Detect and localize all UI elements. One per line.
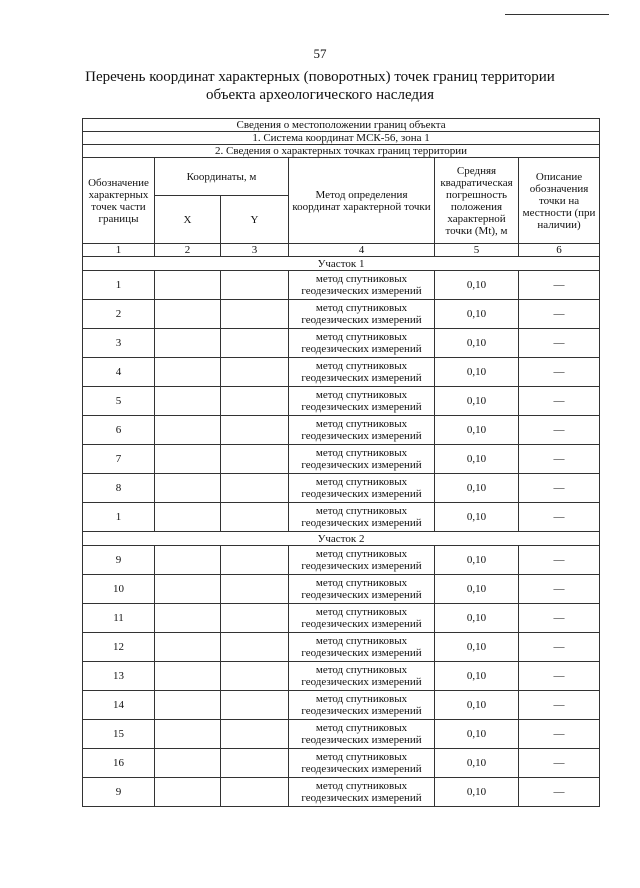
method-cell xyxy=(289,691,435,720)
section-title: Участок 1 xyxy=(83,257,600,271)
method-cell xyxy=(289,416,435,445)
accuracy-cell: 0,10 xyxy=(435,300,519,329)
description-cell: — xyxy=(519,445,600,474)
title-line-2: объекта археологического наследия xyxy=(206,87,434,103)
point-designation: 16 xyxy=(83,749,155,778)
method-cell xyxy=(289,778,435,807)
coord-y-cell xyxy=(221,416,289,445)
method-cell xyxy=(289,662,435,691)
method-line-2: геодезических измерений xyxy=(301,589,422,601)
accuracy-cell: 0,10 xyxy=(435,691,519,720)
accuracy-cell: 0,10 xyxy=(435,720,519,749)
coord-x-cell xyxy=(155,474,221,503)
coord-x-cell xyxy=(155,633,221,662)
accuracy-cell: 0,10 xyxy=(435,575,519,604)
method-line-2: геодезических измерений xyxy=(301,763,422,775)
method-cell xyxy=(289,720,435,749)
col-number-3: 3 xyxy=(221,244,289,257)
method-cell xyxy=(289,633,435,662)
point-designation: 5 xyxy=(83,387,155,416)
coord-y-cell xyxy=(221,633,289,662)
method-line-1: метод спутниковых xyxy=(315,722,408,734)
point-designation: 11 xyxy=(83,604,155,633)
point-designation: 13 xyxy=(83,662,155,691)
header-method: Метод определения координат характерной точки xyxy=(289,158,435,244)
description-cell: — xyxy=(519,474,600,503)
coord-y-cell xyxy=(221,271,289,300)
table-row xyxy=(83,329,600,358)
description-cell: — xyxy=(519,720,600,749)
table-row xyxy=(83,271,600,300)
header-coordinates: Координаты, м xyxy=(155,158,289,196)
table-row xyxy=(83,778,600,807)
method-line-2: геодезических измерений xyxy=(301,560,422,572)
method-line-1: метод спутниковых xyxy=(315,505,408,517)
coord-y-cell xyxy=(221,474,289,503)
header-x: X xyxy=(155,196,221,244)
col-number-2: 2 xyxy=(155,244,221,257)
method-cell xyxy=(289,546,435,575)
table-row xyxy=(83,575,600,604)
accuracy-cell: 0,10 xyxy=(435,387,519,416)
method-line-1: метод спутниковых xyxy=(315,331,408,343)
point-designation: 9 xyxy=(83,778,155,807)
method-cell xyxy=(289,329,435,358)
coord-x-cell xyxy=(155,546,221,575)
description-cell: — xyxy=(519,329,600,358)
header-designation: Обозначение характерных точек части границы xyxy=(83,158,155,244)
coord-y-cell xyxy=(221,575,289,604)
coord-y-cell xyxy=(221,546,289,575)
table-row xyxy=(83,474,600,503)
method-cell xyxy=(289,749,435,778)
method-cell xyxy=(289,445,435,474)
accuracy-cell: 0,10 xyxy=(435,329,519,358)
description-cell: — xyxy=(519,271,600,300)
method-line-2: геодезических измерений xyxy=(301,488,422,500)
table-row xyxy=(83,416,600,445)
method-line-2: геодезических измерений xyxy=(301,705,422,717)
header-description: Описание обозначения точки на местности (при наличии) xyxy=(519,158,600,244)
method-line-1: метод спутниковых xyxy=(315,389,408,401)
document-title xyxy=(60,68,580,104)
accuracy-cell: 0,10 xyxy=(435,778,519,807)
point-designation: 6 xyxy=(83,416,155,445)
col-number-1: 1 xyxy=(83,244,155,257)
point-designation: 2 xyxy=(83,300,155,329)
method-line-2: геодезических измерений xyxy=(301,372,422,384)
point-designation: 8 xyxy=(83,474,155,503)
section-title: Участок 2 xyxy=(83,532,600,546)
accuracy-cell: 0,10 xyxy=(435,604,519,633)
method-line-1: метод спутниковых xyxy=(315,360,408,372)
coordinates-table xyxy=(82,118,600,807)
method-line-1: метод спутниковых xyxy=(315,447,408,459)
accuracy-cell: 0,10 xyxy=(435,633,519,662)
coord-x-cell xyxy=(155,300,221,329)
method-line-1: метод спутниковых xyxy=(315,476,408,488)
method-line-2: геодезических измерений xyxy=(301,792,422,804)
point-designation: 1 xyxy=(83,503,155,532)
coord-y-cell xyxy=(221,503,289,532)
method-line-1: метод спутниковых xyxy=(315,664,408,676)
method-line-2: геодезических измерений xyxy=(301,517,422,529)
point-designation: 14 xyxy=(83,691,155,720)
coord-x-cell xyxy=(155,387,221,416)
method-line-1: метод спутниковых xyxy=(315,635,408,647)
method-line-2: геодезических измерений xyxy=(301,676,422,688)
table-row xyxy=(83,662,600,691)
description-cell: — xyxy=(519,416,600,445)
method-line-1: метод спутниковых xyxy=(315,751,408,763)
info-row-location: Сведения о местоположении границ объекта xyxy=(83,119,600,132)
description-cell: — xyxy=(519,387,600,416)
description-cell: — xyxy=(519,503,600,532)
table-row xyxy=(83,358,600,387)
table-row xyxy=(83,720,600,749)
description-cell: — xyxy=(519,691,600,720)
accuracy-cell: 0,10 xyxy=(435,749,519,778)
method-line-1: метод спутниковых xyxy=(315,273,408,285)
method-cell xyxy=(289,575,435,604)
col-number-6: 6 xyxy=(519,244,600,257)
method-line-2: геодезических измерений xyxy=(301,314,422,326)
description-cell: — xyxy=(519,749,600,778)
method-cell xyxy=(289,358,435,387)
method-line-1: метод спутниковых xyxy=(315,606,408,618)
method-cell xyxy=(289,300,435,329)
table-row xyxy=(83,749,600,778)
accuracy-cell: 0,10 xyxy=(435,358,519,387)
accuracy-cell: 0,10 xyxy=(435,503,519,532)
point-designation: 10 xyxy=(83,575,155,604)
coord-x-cell xyxy=(155,329,221,358)
point-designation: 1 xyxy=(83,271,155,300)
coord-y-cell xyxy=(221,778,289,807)
coord-x-cell xyxy=(155,271,221,300)
table-row xyxy=(83,691,600,720)
coord-x-cell xyxy=(155,575,221,604)
point-designation: 15 xyxy=(83,720,155,749)
point-designation: 9 xyxy=(83,546,155,575)
description-cell: — xyxy=(519,662,600,691)
method-line-1: метод спутниковых xyxy=(315,577,408,589)
method-line-1: метод спутниковых xyxy=(315,780,408,792)
col-number-5: 5 xyxy=(435,244,519,257)
description-cell: — xyxy=(519,300,600,329)
coord-x-cell xyxy=(155,445,221,474)
coord-y-cell xyxy=(221,691,289,720)
accuracy-cell: 0,10 xyxy=(435,416,519,445)
point-designation: 12 xyxy=(83,633,155,662)
coord-y-cell xyxy=(221,720,289,749)
coord-x-cell xyxy=(155,691,221,720)
coord-y-cell xyxy=(221,329,289,358)
info-row-coordinate-system: 1. Система координат МСК-56, зона 1 xyxy=(83,132,600,145)
method-line-1: метод спутниковых xyxy=(315,693,408,705)
coord-x-cell xyxy=(155,778,221,807)
table-row xyxy=(83,633,600,662)
coord-x-cell xyxy=(155,416,221,445)
description-cell: — xyxy=(519,546,600,575)
method-cell xyxy=(289,474,435,503)
method-cell xyxy=(289,387,435,416)
method-line-2: геодезических измерений xyxy=(301,618,422,630)
table-row xyxy=(83,604,600,633)
description-cell: — xyxy=(519,358,600,387)
page-number: 57 xyxy=(313,46,327,61)
method-cell xyxy=(289,604,435,633)
method-line-2: геодезических измерений xyxy=(301,401,422,413)
coord-y-cell xyxy=(221,300,289,329)
coord-x-cell xyxy=(155,749,221,778)
method-line-2: геодезических измерений xyxy=(301,647,422,659)
method-line-2: геодезических измерений xyxy=(301,430,422,442)
header-y: Y xyxy=(221,196,289,244)
point-designation: 7 xyxy=(83,445,155,474)
header-rule xyxy=(505,14,609,15)
col-number-4: 4 xyxy=(289,244,435,257)
description-cell: — xyxy=(519,575,600,604)
table-row xyxy=(83,300,600,329)
coord-x-cell xyxy=(155,358,221,387)
info-row-points: 2. Сведения о характерных точках границ территории xyxy=(83,145,600,158)
table-row xyxy=(83,445,600,474)
description-cell: — xyxy=(519,633,600,662)
accuracy-cell: 0,10 xyxy=(435,271,519,300)
coord-x-cell xyxy=(155,720,221,749)
accuracy-cell: 0,10 xyxy=(435,662,519,691)
coord-y-cell xyxy=(221,387,289,416)
method-cell xyxy=(289,503,435,532)
coord-x-cell xyxy=(155,604,221,633)
coord-y-cell xyxy=(221,749,289,778)
point-designation: 4 xyxy=(83,358,155,387)
method-line-2: геодезических измерений xyxy=(301,343,422,355)
method-line-2: геодезических измерений xyxy=(301,734,422,746)
method-line-1: метод спутниковых xyxy=(315,302,408,314)
accuracy-cell: 0,10 xyxy=(435,445,519,474)
coord-x-cell xyxy=(155,503,221,532)
description-cell: — xyxy=(519,778,600,807)
method-line-2: геодезических измерений xyxy=(301,459,422,471)
table-row xyxy=(83,546,600,575)
coord-y-cell xyxy=(221,604,289,633)
method-cell xyxy=(289,271,435,300)
header-accuracy: Средняя квадратическая погрешность положения характерной точки (Mt), м xyxy=(435,158,519,244)
method-line-1: метод спутниковых xyxy=(315,418,408,430)
method-line-2: геодезических измерений xyxy=(301,285,422,297)
method-line-1: метод спутниковых xyxy=(315,548,408,560)
table-row xyxy=(83,387,600,416)
accuracy-cell: 0,10 xyxy=(435,474,519,503)
coord-y-cell xyxy=(221,358,289,387)
coord-x-cell xyxy=(155,662,221,691)
accuracy-cell: 0,10 xyxy=(435,546,519,575)
coord-y-cell xyxy=(221,662,289,691)
table-row xyxy=(83,503,600,532)
description-cell: — xyxy=(519,604,600,633)
point-designation: 3 xyxy=(83,329,155,358)
coord-y-cell xyxy=(221,445,289,474)
title-line-1: Перечень координат характерных (поворотных) точек границ территории xyxy=(85,69,555,85)
